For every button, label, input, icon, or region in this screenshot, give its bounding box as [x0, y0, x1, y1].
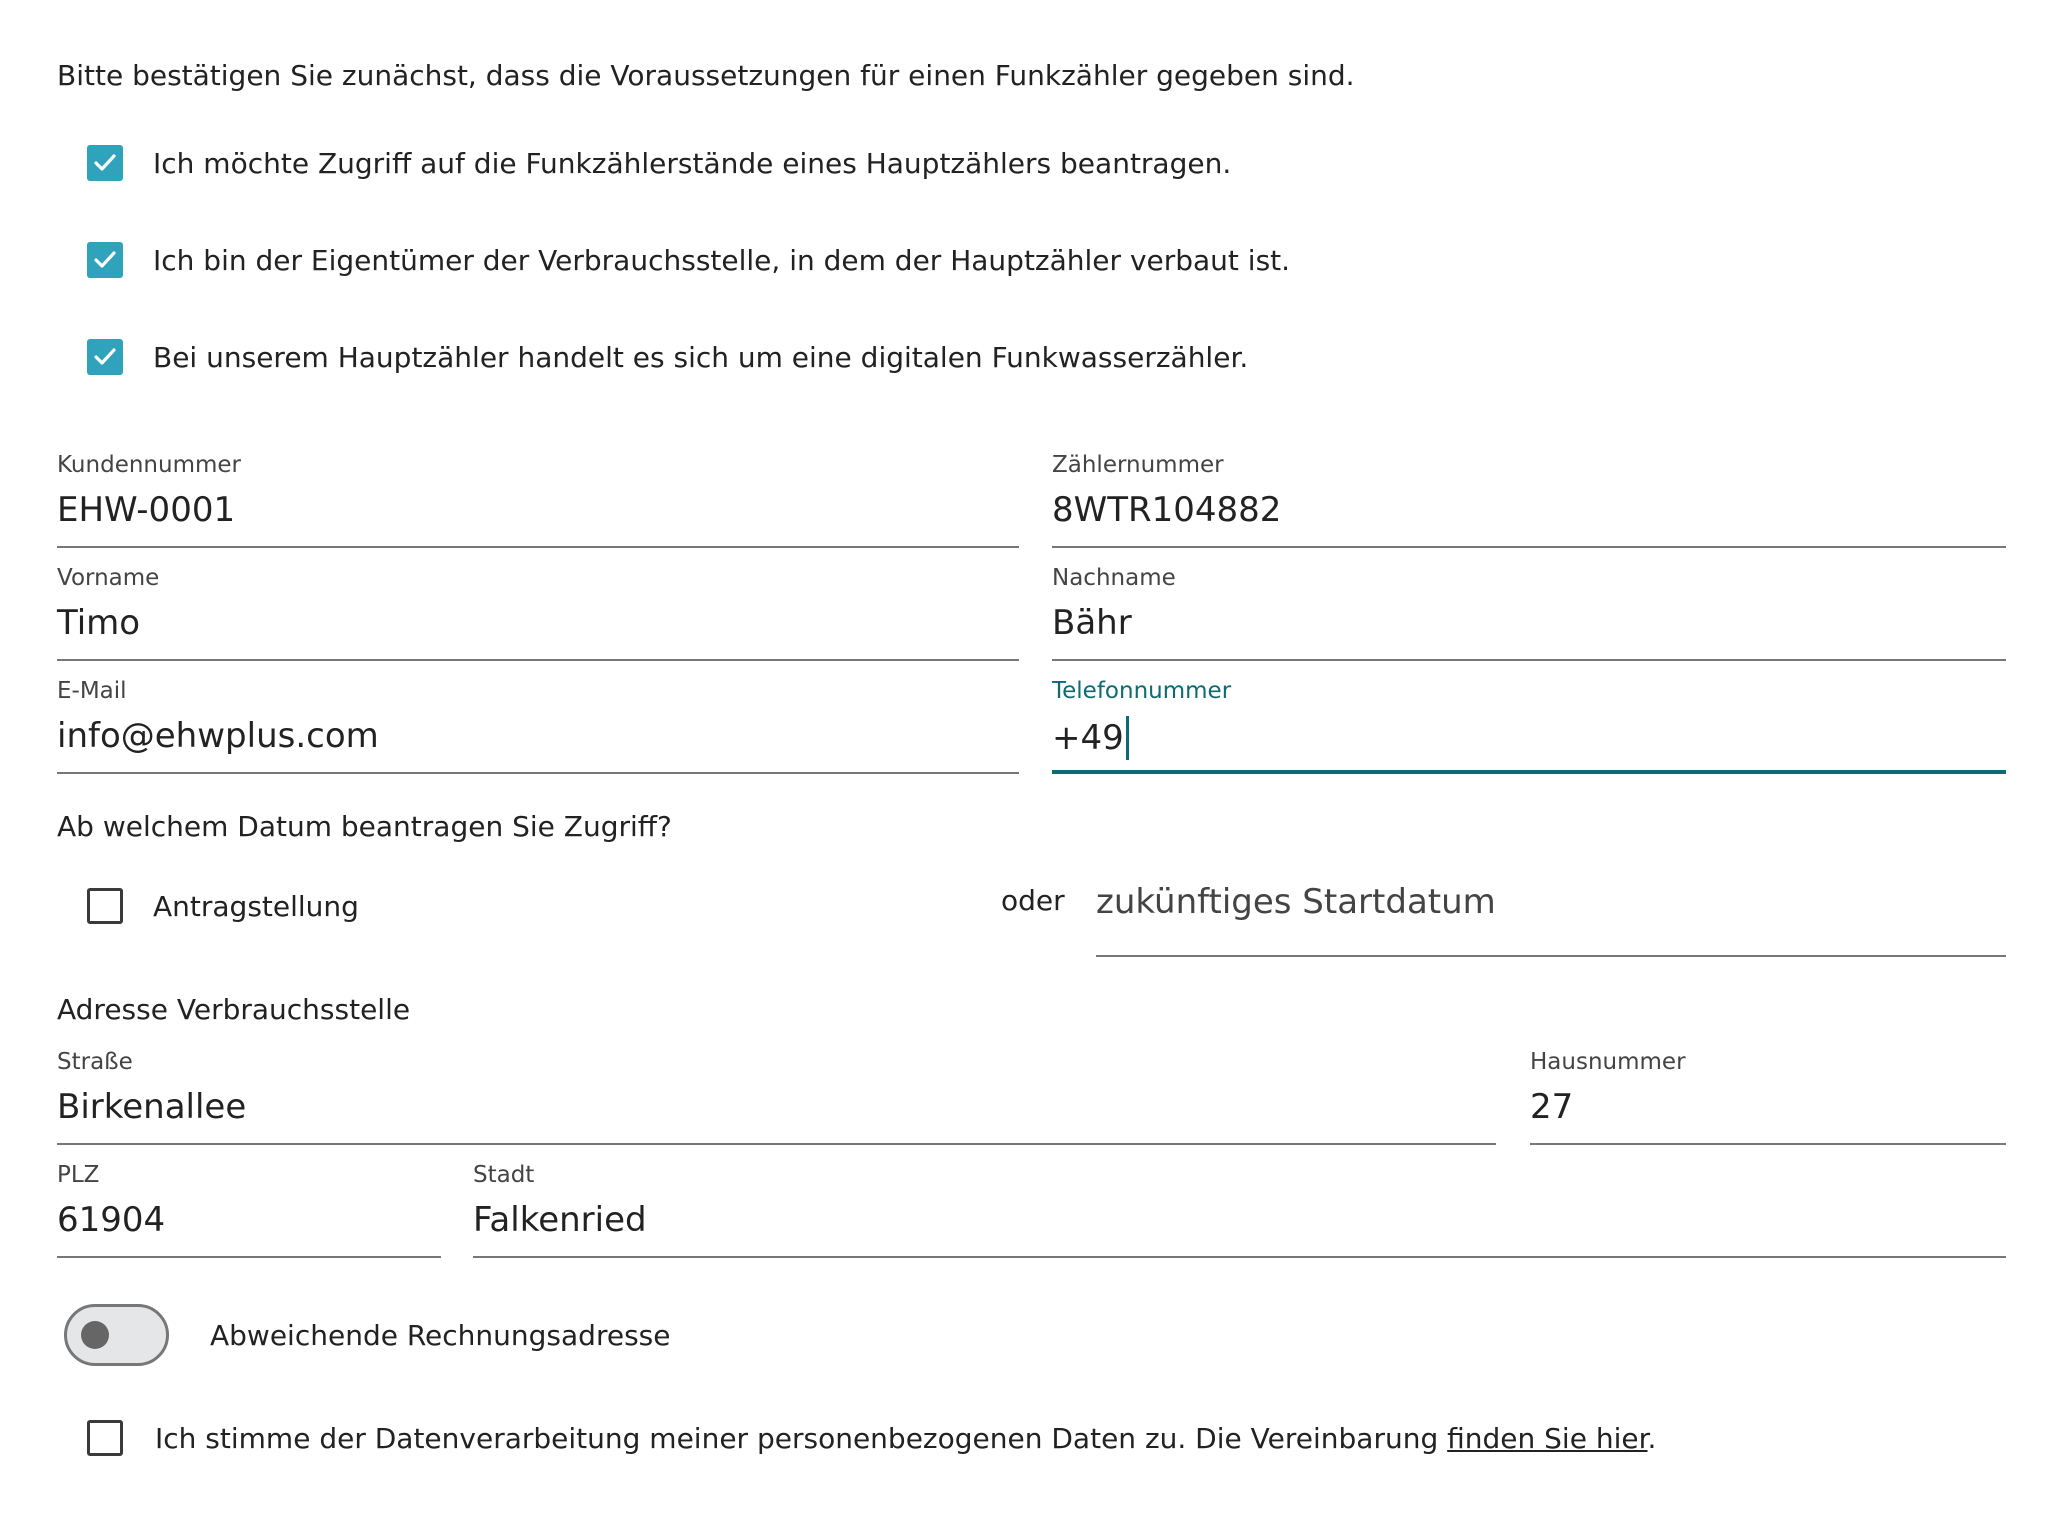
field-label: PLZ	[57, 1162, 100, 1188]
first-name-field[interactable]	[57, 565, 1019, 661]
billing-address-toggle-label: Abweichende Rechnungsadresse	[210, 1319, 671, 1352]
checkbox-checked-icon[interactable]	[87, 242, 123, 278]
oder-label: oder	[1001, 884, 1065, 917]
customer-number-value[interactable]: EHW-0001	[57, 490, 236, 530]
checkbox-unchecked-icon[interactable]	[87, 1420, 123, 1456]
customer-number-field[interactable]	[57, 452, 1019, 548]
phone-field[interactable]	[1052, 678, 2006, 774]
street-value[interactable]: Birkenallee	[57, 1087, 247, 1127]
meter-number-value[interactable]: 8WTR104882	[1052, 490, 1282, 530]
prerequisite-label: Ich möchte Zugriff auf die Funkzählerstände eines Hauptzählers beantragen.	[153, 146, 1232, 180]
intro-text: Bitte bestätigen Sie zunächst, dass die Voraussetzungen für einen Funkzähler gegeben sind.	[57, 59, 1355, 92]
field-label: Straße	[57, 1049, 133, 1075]
field-label: Zählernummer	[1052, 452, 1224, 478]
field-label: Hausnummer	[1530, 1049, 1686, 1075]
street-field[interactable]	[57, 1049, 1496, 1145]
phone-input[interactable]	[1052, 716, 1129, 760]
prerequisite-row-1[interactable]	[87, 143, 1231, 183]
prerequisite-label: Ich bin der Eigentümer der Verbrauchsstelle, in dem der Hauptzähler verbaut ist.	[153, 243, 1291, 277]
phone-value: +49	[1052, 718, 1124, 758]
first-name-value[interactable]: Timo	[57, 603, 141, 643]
field-label: Telefonnummer	[1052, 678, 1232, 704]
antragstellung-option[interactable]	[87, 886, 359, 926]
email-value[interactable]: info@ehwplus.com	[57, 716, 379, 756]
consent-suffix: .	[1647, 1421, 1657, 1455]
date-question: Ab welchem Datum beantragen Sie Zugriff?	[57, 810, 672, 843]
consent-text-body: Ich stimme der Datenverarbeitung meiner personenbezogenen Daten zu. Die Vereinbarung	[155, 1421, 1448, 1455]
field-label: Vorname	[57, 565, 160, 591]
email-field[interactable]	[57, 678, 1019, 774]
prerequisite-label: Bei unserem Hauptzähler handelt es sich um eine digitalen Funkwasserzähler.	[153, 340, 1249, 374]
house-number-value[interactable]: 27	[1530, 1087, 1574, 1127]
consent-row[interactable]	[87, 1418, 1656, 1458]
text-caret	[1126, 716, 1129, 760]
prerequisite-row-2[interactable]	[87, 240, 1290, 280]
antragstellung-label: Antragstellung	[153, 889, 359, 923]
checkbox-checked-icon[interactable]	[87, 145, 123, 181]
last-name-field[interactable]	[1052, 565, 2006, 661]
postal-code-field[interactable]	[57, 1162, 441, 1258]
city-value[interactable]: Falkenried	[473, 1200, 647, 1240]
consent-agreement-link[interactable]: finden Sie hier	[1447, 1421, 1648, 1455]
checkbox-unchecked-icon[interactable]	[87, 888, 123, 924]
meter-number-field[interactable]	[1052, 452, 2006, 548]
field-label: Kundennummer	[57, 452, 241, 478]
postal-code-value[interactable]: 61904	[57, 1200, 166, 1240]
address-section-title: Adresse Verbrauchsstelle	[57, 993, 411, 1026]
start-date-field[interactable]	[1096, 876, 2006, 957]
city-field[interactable]	[473, 1162, 2006, 1258]
billing-address-toggle[interactable]	[64, 1304, 169, 1366]
toggle-knob	[81, 1321, 109, 1349]
consent-text	[155, 1422, 1656, 1455]
checkbox-checked-icon[interactable]	[87, 339, 123, 375]
field-label: Nachname	[1052, 565, 1176, 591]
last-name-value[interactable]: Bähr	[1052, 603, 1132, 643]
prerequisite-row-3[interactable]	[87, 337, 1248, 377]
field-label: E-Mail	[57, 678, 127, 704]
field-label: Stadt	[473, 1162, 535, 1188]
house-number-field[interactable]	[1530, 1049, 2006, 1145]
start-date-placeholder: zukünftiges Startdatum	[1096, 882, 1496, 922]
